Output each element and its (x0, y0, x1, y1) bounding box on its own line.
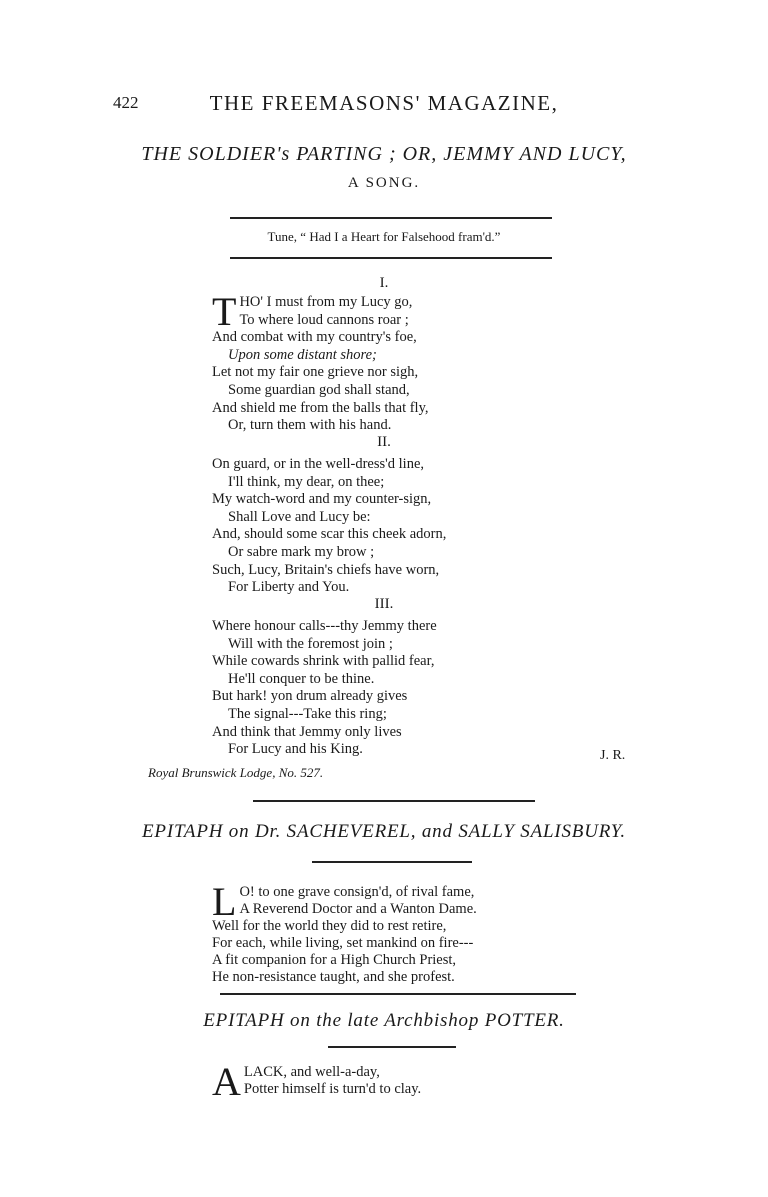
divider-rule (328, 1046, 456, 1048)
divider-rule (253, 800, 535, 802)
divider-rule (220, 993, 576, 995)
verse-line: For each, while living, set mankind on fire--- (212, 935, 474, 951)
page-number: 422 (113, 93, 139, 112)
verse-line: And think that Jemmy only lives (212, 723, 402, 740)
stanza-numeral: III. (374, 596, 394, 612)
epitaph-verse (212, 879, 652, 986)
verse-line: Shall Love and Lucy be: (228, 508, 371, 525)
tune-line: Tune, “ Had I a Heart for Falsehood fram'd.” (267, 229, 501, 244)
epitaph-title: EPITAPH on Dr. SACHEVEREL, and SALLY SALISBURY. (142, 821, 626, 842)
stanza-3 (212, 618, 652, 759)
stanza-1 (212, 289, 652, 435)
verse-line: Or sabre mark my brow ; (228, 543, 375, 560)
verse-line: Well for the world they did to rest retire, (212, 918, 447, 934)
epitaph-verse (212, 1059, 652, 1104)
stanza-numeral: II. (377, 434, 391, 450)
song-subtitle: A SONG. (347, 175, 421, 191)
verse-line: While cowards shrink with pallid fear, (212, 653, 435, 670)
verse-line: For Liberty and You. (228, 579, 350, 596)
verse-line: Potter himself is turn'd to clay. (243, 1081, 422, 1097)
stanza-2 (212, 456, 652, 597)
verse-line: To where loud cannons roar ; (239, 311, 409, 328)
stanza-numeral: I. (379, 275, 389, 291)
verse-line: Will with the foremost join ; (228, 635, 393, 652)
verse-line: HO' I must from my Lucy go, (239, 294, 413, 310)
verse-line: Upon some distant shore; (228, 346, 377, 363)
lodge-line: Royal Brunswick Lodge, No. 527. (148, 765, 324, 780)
verse-line: Where honour calls---thy Jemmy there (212, 618, 437, 634)
divider-rule (230, 217, 552, 219)
verse-line: And combat with my country's foe, (212, 329, 417, 346)
verse-line: Such, Lucy, Britain's chiefs have worn, (212, 561, 440, 578)
verse-line: He non-resistance taught, and she profest. (212, 969, 455, 985)
verse-line: A fit companion for a High Church Priest, (212, 952, 457, 968)
verse-line: On guard, or in the well-dress'd line, (212, 456, 425, 472)
verse-line: Some guardian god shall stand, (228, 381, 410, 398)
divider-rule (312, 861, 472, 863)
signature: J. R. (600, 748, 626, 763)
drop-cap: A (212, 1059, 241, 1104)
verse-line: O! to one grave consign'd, of rival fame, (239, 884, 475, 900)
epitaph-title: EPITAPH on the late Archbishop POTTER. (203, 1010, 565, 1031)
song-title: THE SOLDIER's PARTING ; OR, JEMMY AND LUCY, (141, 143, 627, 165)
drop-cap: L (212, 879, 237, 924)
verse-line: Let not my fair one grieve nor sigh, (212, 364, 419, 381)
verse-line: He'll conquer to be thine. (228, 670, 375, 687)
verse-line: The signal---Take this ring; (228, 705, 387, 722)
verse-line: My watch-word and my counter-sign, (212, 491, 432, 508)
divider-rule (230, 257, 552, 259)
verse-line: I'll think, my dear, on thee; (228, 473, 385, 490)
running-title: THE FREEMASONS' MAGAZINE, (209, 91, 559, 115)
drop-cap: T (212, 289, 237, 334)
verse-line: But hark! yon drum already gives (212, 688, 408, 705)
verse-line: For Lucy and his King. (228, 741, 363, 758)
verse-line: LACK, and well-a-day, (243, 1064, 380, 1080)
verse-line: And, should some scar this cheek adorn, (212, 526, 447, 543)
verse-line: A Reverend Doctor and a Wanton Dame. (239, 901, 477, 917)
verse-line: And shield me from the balls that fly, (212, 399, 429, 416)
verse-line: Or, turn them with his hand. (228, 417, 392, 434)
